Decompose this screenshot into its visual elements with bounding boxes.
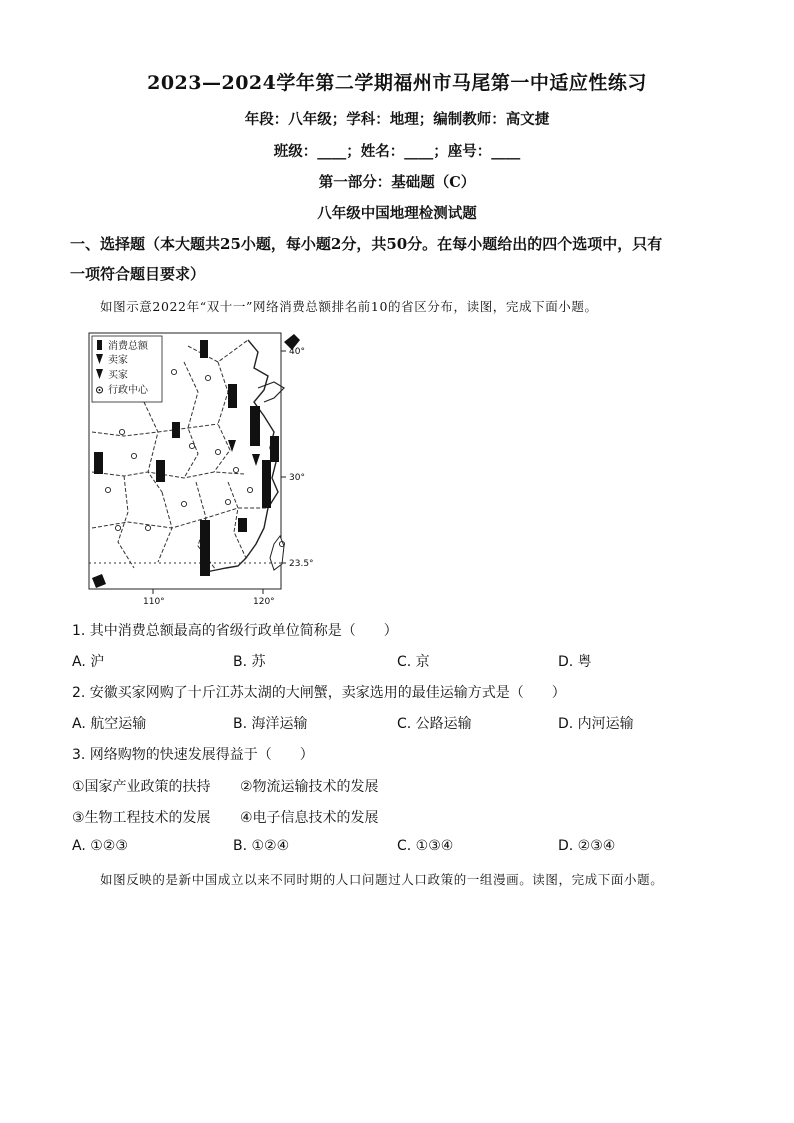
q3-statement-2: ②物流运输技术的发展: [240, 779, 379, 795]
map-svg: [88, 332, 332, 608]
legend-admin: 行政中心: [108, 385, 148, 396]
legend-bar-icon: [97, 340, 102, 350]
bar-guangdong: [200, 520, 210, 576]
legend-buyer: 买家: [108, 370, 128, 381]
q3-statement-1: ①国家产业政策的扶持: [72, 779, 211, 795]
bar-beijing: [200, 340, 208, 358]
bar-hubei: [156, 460, 165, 482]
question-1-stem: 1. 其中消费总额最高的省级行政单位简称是（ ）: [72, 623, 398, 639]
bar-shandong-jiangsu: [250, 406, 260, 446]
bar-sichuan: [94, 452, 103, 474]
part-line: 第一部分：基础题（C）: [318, 174, 476, 191]
legend-seller: 卖家: [108, 355, 128, 366]
q1-option-d[interactable]: D. 粤: [558, 654, 592, 670]
q2-option-a[interactable]: A. 航空运输: [72, 716, 147, 732]
q1-option-c[interactable]: C. 京: [397, 654, 430, 670]
q3-option-c[interactable]: C. ①③④: [397, 838, 454, 854]
page-title: 2023—2024学年第二学期福州市马尾第一中适应性练习: [147, 72, 647, 94]
meta-line: 年段：八年级；学科：地理；编制教师：高文捷: [244, 111, 550, 128]
lon-120-label: 120°: [253, 597, 275, 607]
q2-option-d[interactable]: D. 内河运输: [558, 716, 634, 732]
bar-fujian: [238, 518, 247, 532]
lat-30-label: 30°: [289, 473, 305, 483]
bar-henan: [172, 422, 180, 438]
exam-title: 八年级中国地理检测试题: [317, 205, 477, 222]
lat-40-label: 40°: [289, 347, 305, 357]
intro-paragraph-1: 如图示意2022年“双十一”网络消费总额排名前10的省区分布，读图，完成下面小题。: [100, 299, 598, 314]
bar-hebei: [228, 384, 237, 408]
intro-paragraph-2: 如图反映的是新中国成立以来不同时期的人口问题过人口政策的一组漫画。读图，完成下面小题。: [100, 872, 664, 887]
section-heading-line1: 一、选择题（本大题共25小题，每小题2分，共50分。在每小题给出的四个选项中，只有: [70, 235, 663, 253]
bar-zhejiang: [262, 460, 271, 508]
legend-consumption: 消费总额: [108, 341, 148, 352]
q3-statement-4: ④电子信息技术的发展: [240, 810, 379, 826]
q1-option-b[interactable]: B. 苏: [233, 654, 266, 670]
question-3-stem: 3. 网络购物的快速发展得益于（ ）: [72, 747, 314, 763]
q3-option-a[interactable]: A. ①②③: [72, 838, 128, 854]
q2-option-c[interactable]: C. 公路运输: [397, 716, 472, 732]
section-heading-line2: 一项符合题目要求）: [70, 265, 206, 283]
q1-option-a[interactable]: A. 沪: [72, 654, 105, 670]
map-figure: [88, 332, 332, 608]
bar-jiangsu: [270, 436, 279, 462]
q3-option-b[interactable]: B. ①②④: [233, 838, 290, 854]
student-info-line: 班级：____；姓名：____；座号：____: [273, 143, 521, 160]
q3-option-d[interactable]: D. ②③④: [558, 838, 616, 854]
lat-23-label: 23.5°: [289, 559, 314, 569]
q3-statement-3: ③生物工程技术的发展: [72, 810, 211, 826]
lon-110-label: 110°: [143, 597, 165, 607]
question-2-stem: 2. 安徽买家网购了十斤江苏太湖的大闸蟹，卖家选用的最佳运输方式是（ ）: [72, 685, 566, 701]
q2-option-b[interactable]: B. 海洋运输: [233, 716, 308, 732]
